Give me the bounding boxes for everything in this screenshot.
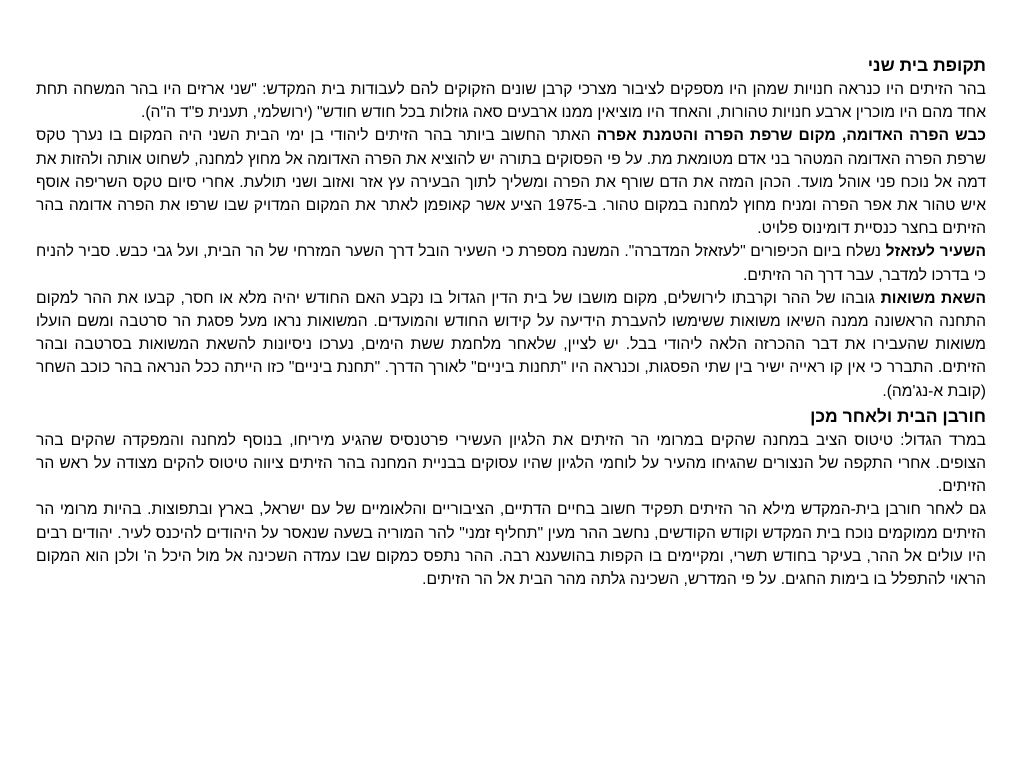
paragraph-scapegoat: השעיר לעזאזל נשלח ביום הכיפורים "לעזאזל המדברה". המשנה מספרת כי השעיר הובל דרך השער המזרחי של הר הבית, ועל גבי כבש. סביר להניח כי בדרכו למדבר, עבר דרך הר הזיתים. [36,243,986,284]
paragraph-beacons: השאת משואות גובהו של ההר וקרבתו לירושלים, מקום מושבו של בית הדין הגדול בו נקבע האם החודש יהיה מלא או חסר, קבעו את ההר למקום התחנה הראשונה ממנה השיאו משואות ששימשו להעברת הידיעה על קידוש החודש והמועדים. המשואות נראו מעל פסגת הר סרטבה ומשם הועלו משואות שהעבירו את דבר ההכרזה הלאה ליהודי בבל. יש לציין, שלאחר מלחמת ששת הימים, נערכו ניסיונות להשאת המשואות בסרטבה ובהר הזיתים. התברר כי אין קו ראייה ישיר בין שתי הפסגות, וכנראה היו "תחנות ביניים" לאורך הדרך. "תחנת ביניים" כזו הייתה ככל הנראה בהר כוכב השחר (קובת א-נג'מה). [36,289,986,400]
section-title-second-temple: תקופת בית שני [867,55,986,75]
bold-term-red-heifer: כבש הפרה האדומה, מקום שרפת הפרה והטמנת אפרה [596,127,987,145]
paragraph-great-revolt: במרד הגדול: טיטוס הציב במחנה שהקים במרומי הר הזיתים את הלגיון העשירי פרטנסיס שהגיע מיריחו, בנוסף למחנה והמפקדה שהקים בהר הצופים. אחרי התקפה של הנצורים שהגיחו מהעיר על לוחמי הלגיון שהיו עסוקים בבניית המחנה בהר הזיתים ציווה טיטוס להקים מצודה על ראש הר הזיתים. [36,431,986,496]
bold-term-beacons: השאת משואות [880,289,986,307]
paragraph-olive-mount-shops: בהר הזיתים היו כנראה חנויות שמהן היו מספקים לציבור מצרכי קרבן שונים הזקוקים להם לעבודות בית המקדש: "שני ארזים היו בהר המשחה תחת אחד מהם היו מוכרין ארבע חנויות טהורות, והאחד היו מוציאין ממנו ארבעים סאה גוזלות בכל חודש חודש" (ירושלמי, תענית פ"ד ה"ה). [36,81,986,122]
bold-term-scapegoat: השעיר לעזאזל [885,243,986,261]
paragraph-red-heifer: כבש הפרה האדומה, מקום שרפת הפרה והטמנת אפרה האתר החשוב ביותר בהר הזיתים ליהודי בן ימי הבית השני היה המקום בו נערך טקס שרפת הפרה האדומה המטהר בני אדם מטומאת מת. על פי הפסוקים בתורה יש להוציא את הפרה האדומה אל מחוץ למחנה, לשחוט אותה ולהזות את דמה אל נוכח פני אוהל מועד. הכהן המזה את הדם שורף את הפרה ומשליך לתוך הבעירה עץ אזר ואזוב ושני תולעת. אחרי סיום טקס השריפה אוסף איש טהור את אפר הפרה ומניח מחוץ למחנה במקום טהור. ב-1975 הציע אשר קאופמן לאתר את המקום המדויק שבו שרפו את הפרה אדומה בהר הזיתים בחצר כנסיית דומינוס פלויט. [36,127,987,238]
paragraph-after-destruction: גם לאחר חורבן בית-המקדש מילא הר הזיתים תפקיד חשוב בחיים הדתיים, הציבוריים והלאומיים של עם ישראל, בארץ ובתפוצות. בהיות מרומי הר הזיתים ממוקמים נוכח בית המקדש וקודש הקודשים, נחשב ההר מעין "תחליף זמני" להר המוריה בשעה שנאסר על היהודים להיכנס לעיר. יהודים רבים היו עולים אל ההר, בעיקר בחודש תשרי, ומקיימים בו הקפות בהושענא רבה. ההר נתפס כמקום שבו עמדה השכינה אל מול היכל ה' ולכן הוא המקום הראוי להתפלל בו בימות החגים. על פי המדרש, השכינה גלתה מהר הבית אל הר הזיתים. [36,501,986,589]
document-page [36,52,986,591]
section-title-destruction: חורבן הבית ולאחר מכן [810,405,986,426]
